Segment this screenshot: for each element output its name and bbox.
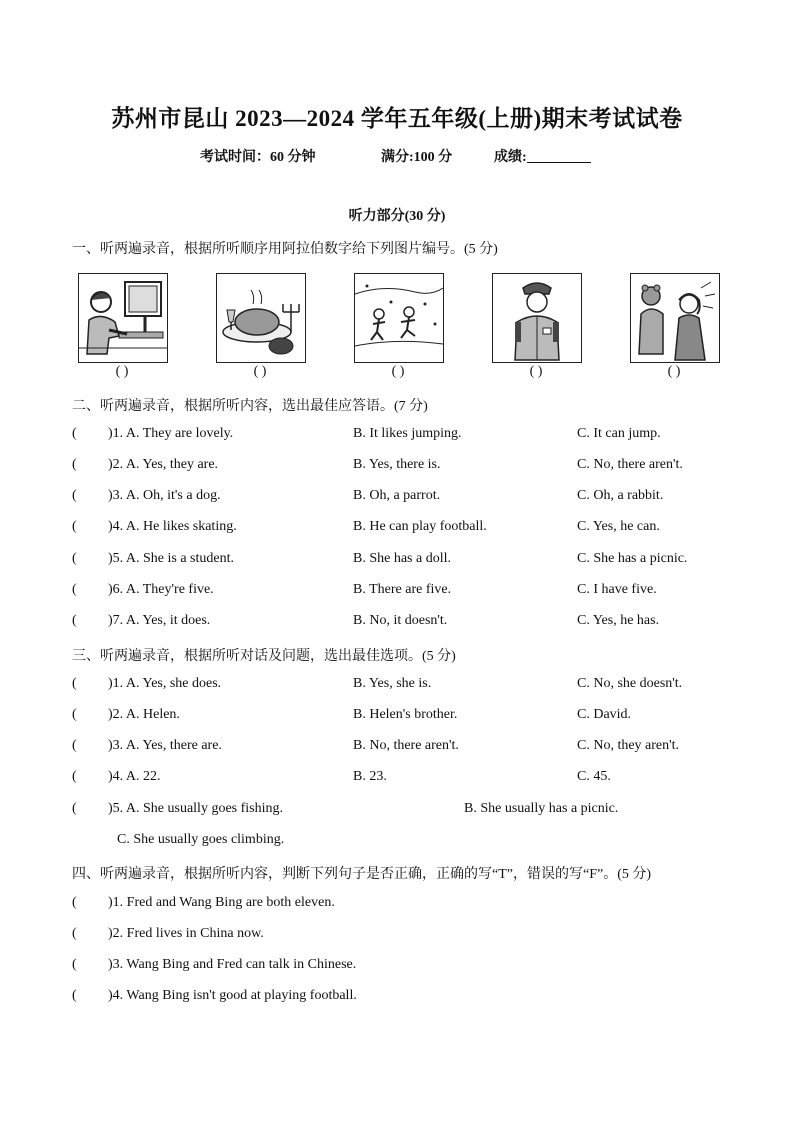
option-b: B. No, it doesn't.: [353, 613, 448, 628]
bear-girl-icon: [631, 274, 719, 362]
picture-2: [216, 273, 306, 363]
option-c: C. Oh, a rabbit.: [577, 488, 664, 503]
score-blank[interactable]: [527, 148, 591, 163]
part3-question-4: [72, 769, 752, 789]
option-a: )3. A. Oh, it's a dog.: [108, 488, 221, 503]
part3-question-1: [72, 676, 752, 696]
exam-time: 考试时间：60 分钟: [200, 150, 316, 165]
option-b: B. No, there aren't.: [353, 738, 459, 753]
answer-bracket[interactable]: (: [72, 926, 77, 941]
option-b: B. There are five.: [353, 582, 452, 597]
answer-bracket[interactable]: (: [72, 769, 77, 784]
part2-question-5: [72, 551, 752, 571]
option-b: B. He can play football.: [353, 519, 487, 534]
part4-statement-4: [72, 988, 752, 1008]
part2-question-6: [72, 582, 752, 602]
option-c: C. 45.: [577, 769, 611, 784]
option-b: B. Helen's brother.: [353, 707, 458, 722]
exam-title: 苏州市昆山 2023—2024 学年五年级(上册)期末考试试卷: [111, 106, 683, 131]
part4-statement-3: [72, 957, 752, 977]
option-a: )1. A. They are lovely.: [108, 426, 234, 441]
picture-5-answer[interactable]: ( ): [667, 364, 681, 379]
option-c: C. Yes, he has.: [577, 613, 660, 628]
option-c: C. No, they aren't.: [577, 738, 680, 753]
answer-bracket[interactable]: (: [72, 613, 77, 628]
part3-question-5: [72, 801, 752, 821]
option-a: )7. A. Yes, it does.: [108, 613, 211, 628]
policeman-icon: [493, 274, 581, 362]
part3-question-3: [72, 738, 752, 758]
option-b: B. Oh, a parrot.: [353, 488, 441, 503]
part2-heading: 二、听两遍录音，根据所听内容，选出最佳应答语。(7 分): [72, 399, 428, 414]
option-a: )5. A. She is a student.: [108, 551, 234, 566]
option-a: )1. A. Yes, she does.: [108, 676, 222, 691]
part2-question-7: [72, 613, 752, 633]
option-c: C. Yes, he can.: [577, 519, 660, 534]
picture-1: [78, 273, 168, 363]
turkey-dinner-icon: [217, 274, 305, 362]
answer-bracket[interactable]: (: [72, 676, 77, 691]
statement-text: )3. Wang Bing and Fred can talk in Chinese.: [108, 957, 357, 972]
answer-bracket[interactable]: (: [72, 738, 77, 753]
part2-question-2: [72, 457, 752, 477]
part4-heading: 四、听两遍录音，根据所听内容，判断下列句子是否正确，正确的写“T”，错误的写“F”。(5 分): [72, 867, 652, 882]
score-label: 成绩:: [494, 150, 527, 165]
picture-3-answer[interactable]: ( ): [391, 364, 405, 379]
answer-bracket[interactable]: (: [72, 801, 77, 816]
option-a: )5. A. She usually goes fishing.: [108, 801, 283, 816]
option-b: B. She usually has a picnic.: [464, 801, 619, 816]
statement-text: )2. Fred lives in China now.: [108, 926, 264, 941]
option-a: )2. A. Yes, they are.: [108, 457, 219, 472]
option-c: C. No, there aren't.: [577, 457, 683, 472]
option-b: B. 23.: [353, 769, 387, 784]
answer-bracket[interactable]: (: [72, 582, 77, 597]
part4-statement-2: [72, 926, 752, 946]
answer-bracket[interactable]: (: [72, 488, 77, 503]
option-c: C. I have five.: [577, 582, 657, 597]
part2-question-3: [72, 488, 752, 508]
option-b: B. Yes, there is.: [353, 457, 441, 472]
answer-bracket[interactable]: (: [72, 519, 77, 534]
part4-statement-1: [72, 895, 752, 915]
option-a: )6. A. They're five.: [108, 582, 214, 597]
score-field: [494, 146, 591, 166]
picture-3: [354, 273, 444, 363]
full-score: 满分:100 分: [381, 150, 453, 165]
option-b: B. She has a doll.: [353, 551, 451, 566]
boy-computer-icon: [79, 274, 167, 362]
part3-heading: 三、听两遍录音，根据所听对话及问题，选出最佳选项。(5 分): [72, 649, 456, 664]
picture-4: [492, 273, 582, 363]
option-b: B. It likes jumping.: [353, 426, 462, 441]
answer-bracket[interactable]: (: [72, 988, 77, 1003]
part3-question-5-option-c: C. She usually goes climbing.: [117, 832, 285, 847]
answer-bracket[interactable]: (: [72, 707, 77, 722]
listening-section-title: 听力部分(30 分): [348, 209, 446, 224]
part2-question-1: [72, 426, 752, 446]
option-c: C. She has a picnic.: [577, 551, 688, 566]
option-b: B. Yes, she is.: [353, 676, 432, 691]
answer-bracket[interactable]: (: [72, 426, 77, 441]
picture-5: [630, 273, 720, 363]
picture-4-answer[interactable]: ( ): [529, 364, 543, 379]
part2-question-4: [72, 519, 752, 539]
option-c: C. It can jump.: [577, 426, 661, 441]
picture-2-answer[interactable]: ( ): [253, 364, 267, 379]
option-c: C. No, she doesn't.: [577, 676, 683, 691]
option-c: C. David.: [577, 707, 632, 722]
answer-bracket[interactable]: (: [72, 551, 77, 566]
statement-text: )4. Wang Bing isn't good at playing football.: [108, 988, 357, 1003]
answer-bracket[interactable]: (: [72, 957, 77, 972]
option-a: )3. A. Yes, there are.: [108, 738, 222, 753]
part1-heading: 一、听两遍录音，根据所听顺序用阿拉伯数字给下列图片编号。(5 分): [72, 242, 498, 257]
snow-kids-icon: [355, 274, 443, 362]
answer-bracket[interactable]: (: [72, 895, 77, 910]
option-a: )2. A. Helen.: [108, 707, 180, 722]
option-a: )4. A. 22.: [108, 769, 161, 784]
part3-question-2: [72, 707, 752, 727]
answer-bracket[interactable]: (: [72, 457, 77, 472]
option-a: )4. A. He likes skating.: [108, 519, 237, 534]
picture-1-answer[interactable]: ( ): [115, 364, 129, 379]
statement-text: )1. Fred and Wang Bing are both eleven.: [108, 895, 335, 910]
